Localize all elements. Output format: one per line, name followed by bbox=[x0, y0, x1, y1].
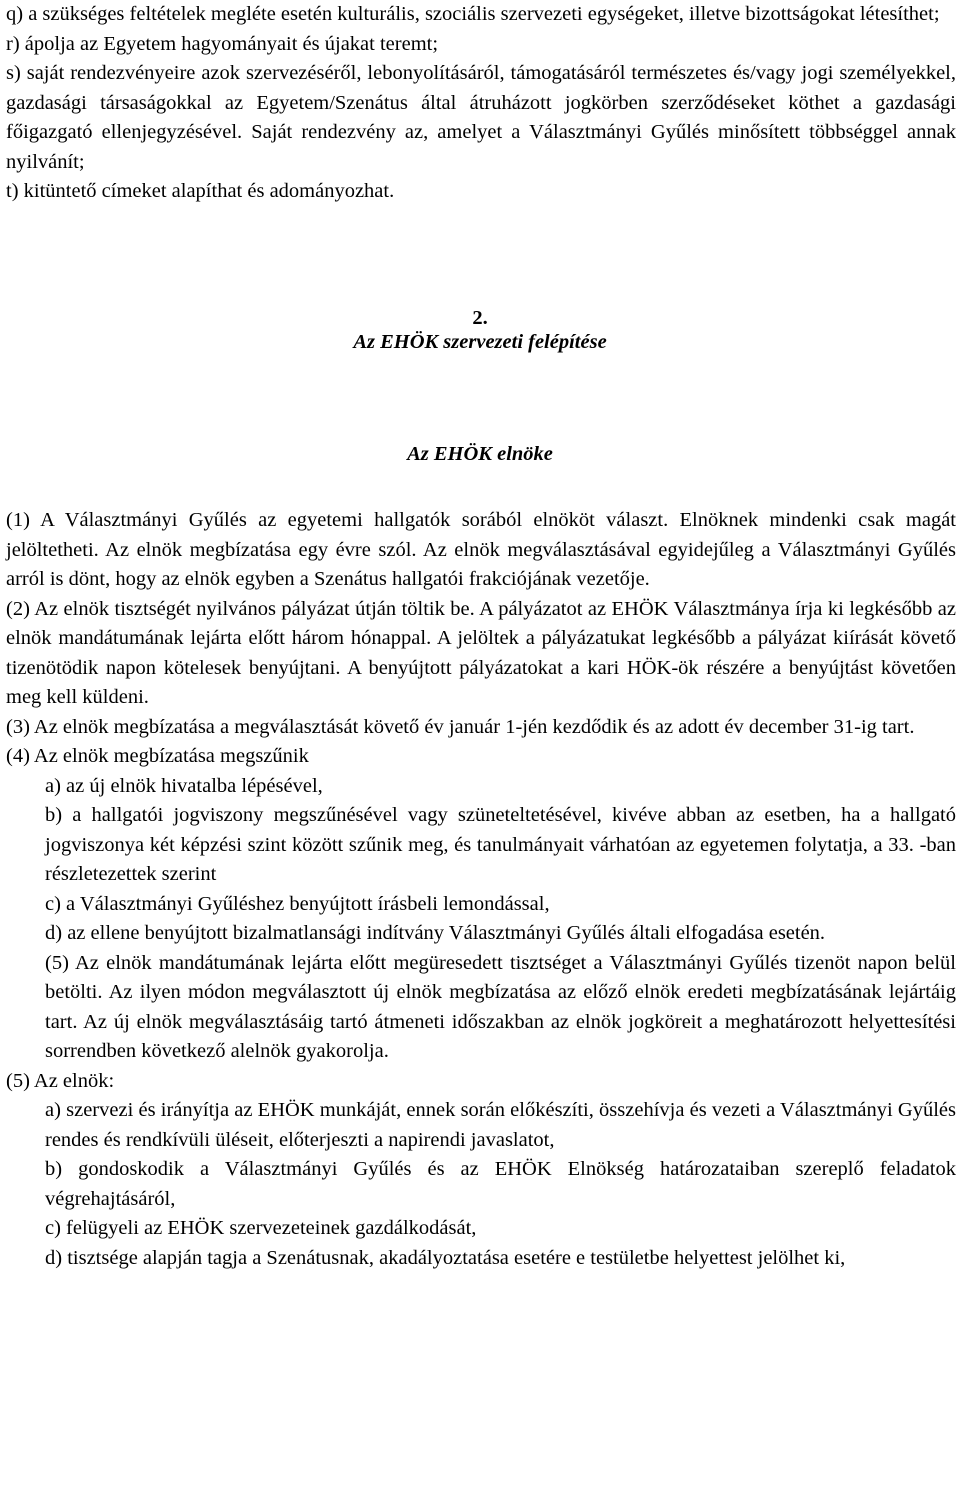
paragraph-3: (3) Az elnök megbízatása a megválasztását követő év január 1-jén kezdődik és az adott év december 31-ig tart. bbox=[6, 715, 915, 738]
body-text bbox=[6, 506, 956, 1273]
paragraph-6d: d) tisztsége alapján tagja a Szenátusnak, akadályoztatása esetére e testületbe helyettest jelölhet ki, bbox=[45, 1246, 846, 1269]
section-number: 2. bbox=[472, 307, 488, 329]
list-item-s: s) saját rendezvényeire azok szervezéséről, lebonyolításáról, támogatásáról természetes és/vagy jogi személyekkel, gazdasági társaságokkal az Egyetem/Szenátus által átruházott jogkörben szerződéseket köthet a gazdasági főigazgató ellenjegyzésével. Saját rendezvény az, amelyet a Választmányi Gyűlés minősített többséggel annak nyilvánít; bbox=[6, 62, 956, 173]
list-item-q: q) a szükséges feltételek megléte esetén kulturális, szociális szervezeti egységeket, illetve bizottságokat létesíthet; bbox=[6, 3, 940, 25]
section-subtitle: Az EHÖK elnöke bbox=[407, 443, 553, 465]
list-item-r: r) ápolja az Egyetem hagyományait és újakat teremt; bbox=[6, 32, 439, 55]
paragraph-4b: b) a hallgatói jogviszony megszűnésével vagy szüneteltetésével, kivéve abban az esetben, ha a hallgató jogviszonya két képzési szint között szűnik meg, és tanulmányait várhatóan az egyetemen folytatja, a 33. -ban részletezettek szerint bbox=[45, 804, 956, 885]
paragraph-6c: c) felügyeli az EHÖK szervezeteinek gazdálkodását, bbox=[45, 1217, 477, 1239]
paragraph-1: (1) A Választmányi Gyűlés az egyetemi hallgatók sorából elnököt választ. Elnöknek mindenki csak magát jelöltetheti. Az elnök megbízatása egy évre szól. Az elnök megválasztásával egyidejűleg a Választmányi Gyűlés arról is dönt, hogy az elnök egyben a Szenátus hallgatói frakciójának vezetője. bbox=[6, 509, 956, 590]
paragraph-6b: b) gondoskodik a Választmányi Gyűlés és az EHÖK Elnökség határozataiban szereplő feladatok végrehajtásáról, bbox=[45, 1158, 956, 1210]
paragraph-4: (4) Az elnök megbízatása megszűnik bbox=[6, 745, 309, 767]
section-title: Az EHÖK szervezeti felépítése bbox=[353, 331, 607, 353]
paragraph-6a: a) szervezi és irányítja az EHÖK munkáját, ennek során előkészíti, összehívja és vezeti a Választmányi Gyűlés rendes és rendkívüli üléseit, előterjeszti a napirendi javaslatot, bbox=[45, 1099, 956, 1151]
top-list bbox=[6, 0, 956, 207]
paragraph-4c: c) a Választmányi Gyűléshez benyújtott írásbeli lemondással, bbox=[45, 892, 550, 915]
paragraph-2: (2) Az elnök tisztségét nyilvános pályázat útján töltik be. A pályázatot az EHÖK Választmánya írja ki legkésőbb az elnök mandátumának lejárta előtt három hónappal. A jelöltek a pályázatukat legkésőbb a pályázat kiírását követő tizenötödik napon kötelesek benyújtani. A benyújtott pályázatokat a kari HÖK-ök részére a benyújtást követően meg kell küldeni. bbox=[6, 597, 956, 708]
paragraph-6: (5) Az elnök: bbox=[6, 1069, 115, 1092]
paragraph-4d: d) az ellene benyújtott bizalmatlansági indítvány Választmányi Gyűlés általi elfogadása esetén. bbox=[45, 922, 826, 944]
list-item-t: t) kitüntető címeket alapíthat és adományozhat. bbox=[6, 180, 395, 202]
paragraph-4a: a) az új elnök hivatalba lépésével, bbox=[45, 774, 323, 797]
paragraph-5: (5) Az elnök mandátumának lejárta előtt megüresedett tisztséget a Választmányi Gyűlés tizenöt napon belül betölti. Az ilyen módon megválasztott új elnök megbízatása az előző elnök eredeti megbízatásának lejártáig tart. Az új elnök megválasztásáig tartó átmeneti időszakban az elnök jogköreit a meghatározott helyettesítési sorrendben következő alelnök gyakorolja. bbox=[45, 951, 956, 1062]
